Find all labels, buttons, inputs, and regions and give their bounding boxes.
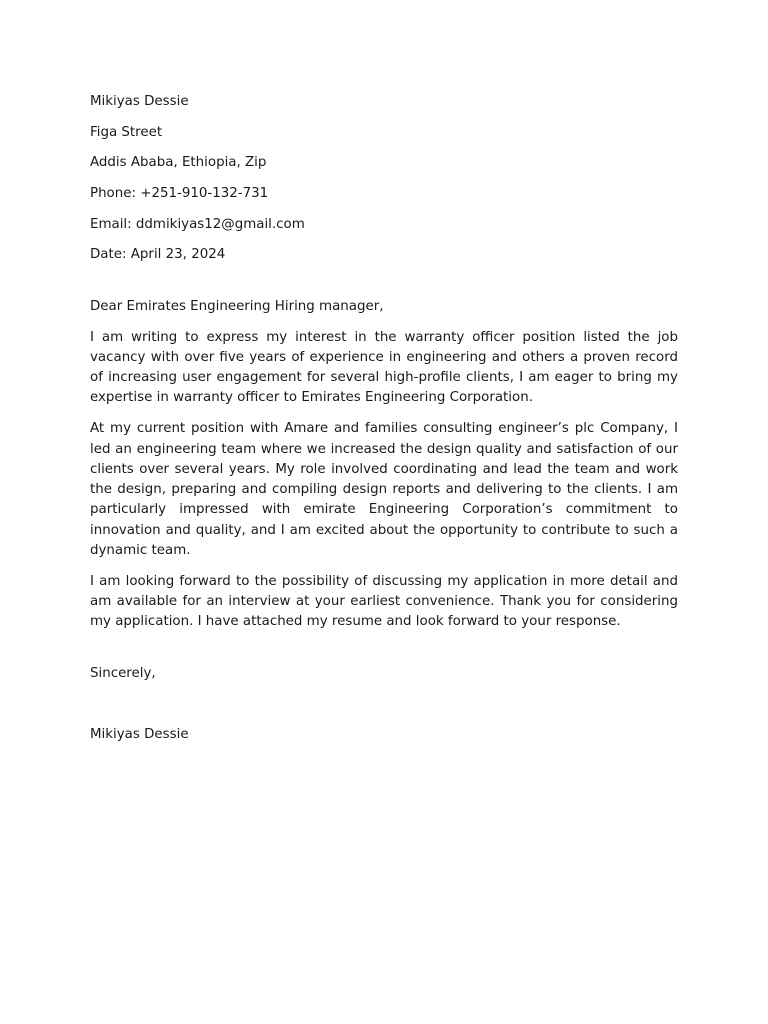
cover-letter xyxy=(90,92,678,746)
letter-date: Date: April 23, 2024 xyxy=(90,247,226,263)
paragraph-intro: I am writing to express my interest in the warranty officer position listed the job vacancy with over five years of experience in engineering and others a proven record of increasing user engagement for several high-profile clients, I am eager to bring my expertise in warranty officer to Emirates Engineering Corporation. xyxy=(90,329,678,406)
sender-city: Addis Ababa, Ethiopia, Zip xyxy=(90,155,267,171)
sender-phone: Phone: +251-910-132-731 xyxy=(90,186,269,202)
paragraph-closing: I am looking forward to the possibility of discussing my application in more detail and am available for an interview at your earliest convenience. Thank you for considering my application. I have attached my resume and look forward to your response. xyxy=(90,573,678,630)
salutation: Dear Emirates Engineering Hiring manager, xyxy=(90,298,384,314)
signature-name: Mikiyas Dessie xyxy=(90,727,189,743)
sender-email: Email: ddmikiyas12@gmail.com xyxy=(90,216,305,232)
closing: Sincerely, xyxy=(90,665,156,681)
sender-street: Figa Street xyxy=(90,124,163,140)
sender-name: Mikiyas Dessie xyxy=(90,94,189,109)
paragraph-experience: At my current position with Amare and families consulting engineer’s plc Company, I led an engineering team where we increased the design quality and satisfaction of our clients over several years. My role involved coordinating and lead the team and work the design, preparing and compiling design reports and delivering to the clients. I am particularly impressed with emirate Engineering Corporation’s commitment to innovation and quality, and I am excited about the opportunity to contribute to such a dynamic team. xyxy=(90,421,678,558)
